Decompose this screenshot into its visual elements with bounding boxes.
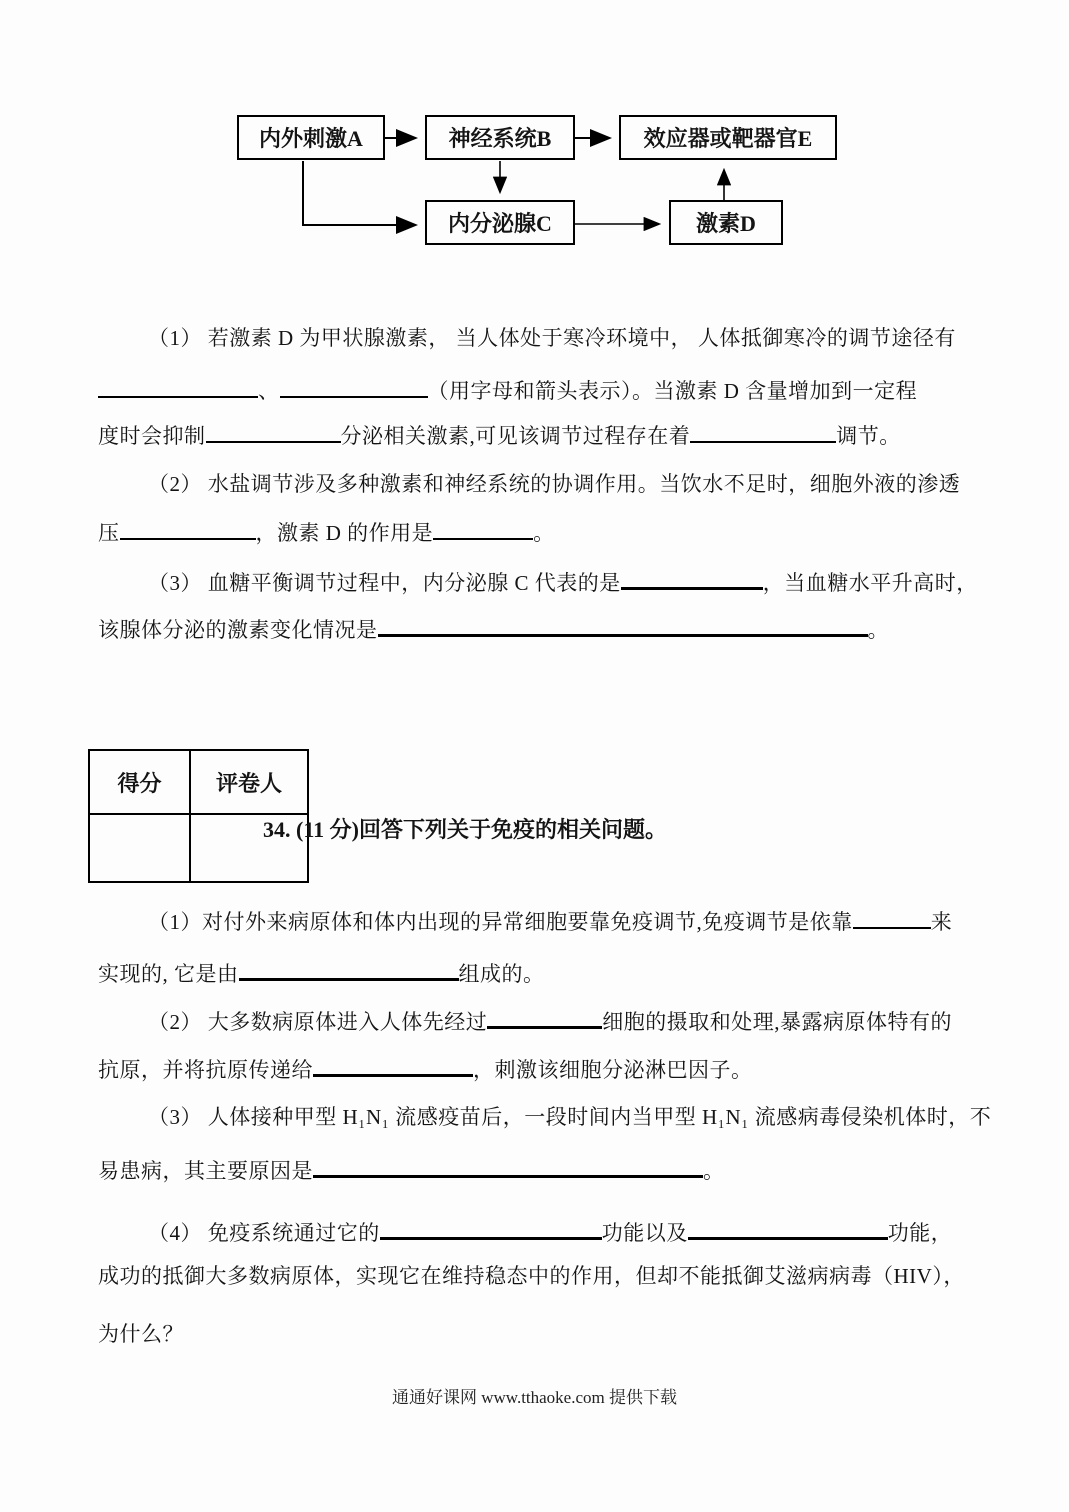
flowchart-box-stimulus-a-label: 内外刺激A [259,126,363,151]
q34-part3-line2-text-b: 。 [703,1159,725,1183]
q34-part3-line1-text: （3） 人体接种甲型 H₁N₁ 流感疫苗后，一段时间内当甲型 H₁N₁ 流感病毒侵染机体时，不 [148,1105,992,1129]
q34-part3-line2 [98,1154,725,1185]
q34-part4-line3-text: 为什么？ [98,1322,184,1346]
q33-part2-line2-text-b: ，激素 D 的作用是 [255,521,434,545]
q33-part1-line2-separator: 、 [258,379,280,403]
q34-part1-line1-text-b: 来 [930,910,953,934]
q34-part2-line1 [148,1005,952,1036]
q34-part4-line1-text-c: 功能， [887,1221,953,1245]
q33-part3-line2-text-b: 。 [867,618,889,642]
q34-title-text: 34. (11 分)回答下列关于免疫的相关问题。 [263,817,667,842]
q34-part2-line2 [98,1053,753,1084]
q33-part1-line2-text: （用字母和箭头表示）。当激素 D 含量增加到一定程 [427,379,918,403]
q34-part1-line2-text-a: 实现的, 它是由 [98,962,239,986]
q33-part3-line1-text-b: ，当血糖水平升高时， [762,571,978,595]
q33-part2-line2 [98,517,555,547]
q33-part2-line1 [148,471,960,498]
q34-part4-line3 [98,1321,184,1348]
answer-blank [98,375,258,398]
q34-part1-line1-text-a: （1）对付外来病原体和体内出现的异常细胞要靠免疫调节,免疫调节是依靠 [148,910,853,934]
answer-blank [621,566,763,590]
q34-part1-line2 [98,957,545,988]
q33-part1-line3 [98,420,901,450]
q34-part1-line2-text-b: 组成的。 [458,962,545,986]
answer-blank [378,613,868,637]
flowchart-box-nervous-system-b [425,115,575,160]
answer-blank [380,1216,602,1240]
flowchart-box-hormone-d-label: 激素D [696,211,756,236]
q34-part2-line2-text-a: 抗原，并将抗原传递给 [98,1058,313,1082]
flowchart-box-stimulus-a [237,115,385,160]
q34-title [263,813,667,844]
answer-blank [688,1216,888,1240]
q34-part3-line1 [148,1104,991,1131]
score-table-score-header: 得分 [89,750,190,814]
answer-blank [239,957,459,981]
q34-part2-line1-text-a: （2） 大多数病原体进入人体先经过 [148,1010,488,1034]
score-table-header-row [89,750,308,814]
q33-part1-line3-text-a: 度时会抑制 [98,424,206,448]
answer-blank [433,517,533,540]
score-table-grader-header: 评卷人 [190,750,308,814]
flowchart-box-effector-e [619,115,837,160]
answer-blank [313,1154,703,1178]
q33-part1-line1-text: （1） 若激素 D 为甲状腺激素， 当人体处于寒冷环境中， 人体抵御寒冷的调节途径有 [148,326,956,350]
q33-part3-line1-text-a: （3） 血糖平衡调节过程中，内分泌腺 C 代表的是 [148,571,621,595]
q33-part3-line2-text-a: 该腺体分泌的激素变化情况是 [98,618,378,642]
q33-part1-line3-text-b: 分泌相关激素,可见该调节过程存在着 [340,424,691,448]
flowchart-box-effector-e-label: 效应器或靶器官E [643,126,813,151]
q34-part4-line2-text: 成功的抵御大多数病原体，实现它在维持稳态中的作用，但却不能抵御艾滋病病毒（HIV）， [98,1264,965,1288]
q34-part1-line1 [148,906,952,936]
q34-part4-line1-text-b: 功能以及 [601,1221,688,1245]
flowchart-box-nervous-system-b-label: 神经系统B [448,126,552,151]
q34-part2-line2-text-b: ，刺激该细胞分泌淋巴因子。 [473,1058,753,1082]
q33-part1-line1 [148,325,956,352]
q33-part2-line1-text: （2） 水盐调节涉及多种激素和神经系统的协调作用。当饮水不足时，细胞外液的渗透 [148,472,961,496]
q33-part3-line2 [98,613,889,644]
q33-part3-line1 [148,566,978,597]
q33-part2-line2-text-c: 。 [533,521,555,545]
q34-part2-line1-text-b: 细胞的摄取和处理,暴露病原体特有的 [602,1010,952,1034]
q33-part1-line3-text-c: 调节。 [836,424,901,448]
arrow-a-to-c [303,161,414,225]
answer-blank [120,517,256,540]
q33-part2-line2-text-a: 压 [98,521,120,545]
footer-text: 通通好课网 www.tthaoke.com 提供下载 [391,1388,678,1407]
answer-blank [690,420,836,443]
answer-blank [853,906,931,929]
score-table-score-cell [89,814,190,882]
answer-blank [313,1053,473,1077]
answer-blank [280,375,428,398]
q34-part4-line1 [148,1216,952,1247]
flowchart-box-hormone-d [669,200,783,245]
answer-blank [206,420,341,443]
footer-watermark [0,1383,1069,1408]
flowchart-box-endocrine-gland-c [425,200,575,245]
flowchart-box-endocrine-gland-c-label: 内分泌腺C [448,211,552,236]
q34-part4-line1-text-a: （4） 免疫系统通过它的 [148,1221,380,1245]
q34-part4-line2 [98,1263,965,1290]
q34-part3-line2-text-a: 易患病，其主要原因是 [98,1159,313,1183]
q33-part1-line2 [98,375,917,405]
answer-blank [487,1005,602,1029]
